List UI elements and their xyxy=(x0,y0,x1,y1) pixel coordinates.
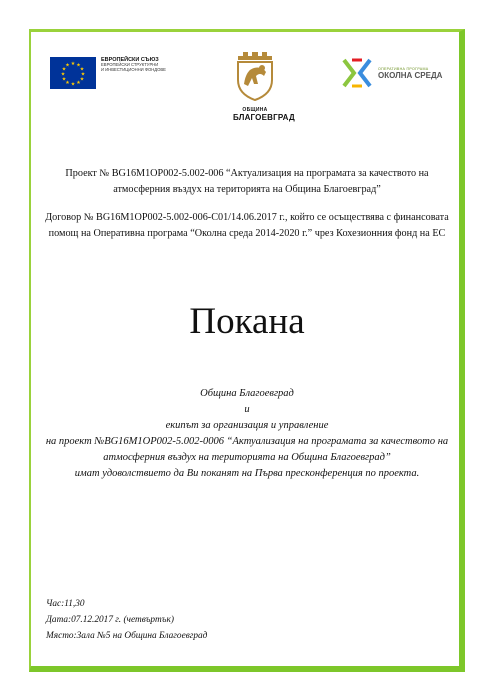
svg-text:★: ★ xyxy=(79,76,85,83)
invitation-line: имат удоволствието да Ви поканят на Първа пресконференция по проекта. xyxy=(74,468,420,479)
eu-funds-label-2: И ИНВЕСТИЦИОННИ ФОНДОВЕ xyxy=(101,67,166,73)
invitation-body xyxy=(45,386,449,482)
contract-reference: Договор № BG16M1OP002-5.002-006-C01/14.06.2017 г., който се осъществява с финансовата помощ на Оперативна програма “Околна среда 2014-2020 г.” чрез Кохезионния фонд на ЕС xyxy=(45,212,449,239)
event-time: Час:11,30 xyxy=(46,599,85,609)
svg-text:★: ★ xyxy=(76,62,81,69)
svg-text:★: ★ xyxy=(60,71,66,78)
svg-text:★: ★ xyxy=(70,81,76,88)
logo-bar xyxy=(50,50,444,140)
eu-logo xyxy=(50,57,166,89)
conjunction-line: и xyxy=(244,404,250,415)
svg-text:★: ★ xyxy=(70,61,76,67)
event-date: Дата:07.12.2017 г. (четвъртък) xyxy=(46,615,174,625)
svg-text:★: ★ xyxy=(80,71,86,78)
svg-text:★: ★ xyxy=(61,66,67,73)
invitation-title: Покана xyxy=(189,301,305,342)
eu-funds-label-1: ЕВРОПЕЙСКИ СТРУКТУРНИ xyxy=(101,62,159,68)
host-line: Община Благоевград xyxy=(200,388,294,399)
op-name-label: ОКОЛНА СРЕДА xyxy=(378,70,443,80)
op-environment-icon xyxy=(340,56,374,90)
op-environment-logo xyxy=(340,56,442,90)
svg-text:★: ★ xyxy=(61,76,67,83)
eu-label: ЕВРОПЕЙСКИ СЪЮЗ xyxy=(101,57,159,63)
project-line: на проект №BG16M1OP002-5.002-0006 “Актуализация на програмата за качеството на атмосферния въздух на територията на Община Благоевград” xyxy=(45,436,449,463)
svg-text:★: ★ xyxy=(76,80,81,86)
event-place: Място:Зала №5 на Община Благоевград xyxy=(46,631,208,641)
municipality-crest xyxy=(233,50,295,122)
svg-text:★: ★ xyxy=(65,62,70,69)
crest-municipality-label: ОБЩИНА xyxy=(242,107,268,113)
project-reference: Проект № BG16M1OP002-5.002-006 “Актуализация на програмата за качеството на атмосферния въздух на територията на Община Благоевград” xyxy=(65,168,429,195)
crest-city-label: БЛАГОЕВГРАД xyxy=(233,113,295,122)
team-line: екипът за организация и управление xyxy=(165,420,329,431)
svg-text:★: ★ xyxy=(79,66,85,73)
op-small-label: ОПЕРАТИВНА ПРОГРАМА xyxy=(378,66,429,71)
event-details xyxy=(46,596,207,644)
crest-icon xyxy=(234,50,276,102)
svg-text:★: ★ xyxy=(65,80,70,86)
eu-flag-icon xyxy=(50,57,96,89)
